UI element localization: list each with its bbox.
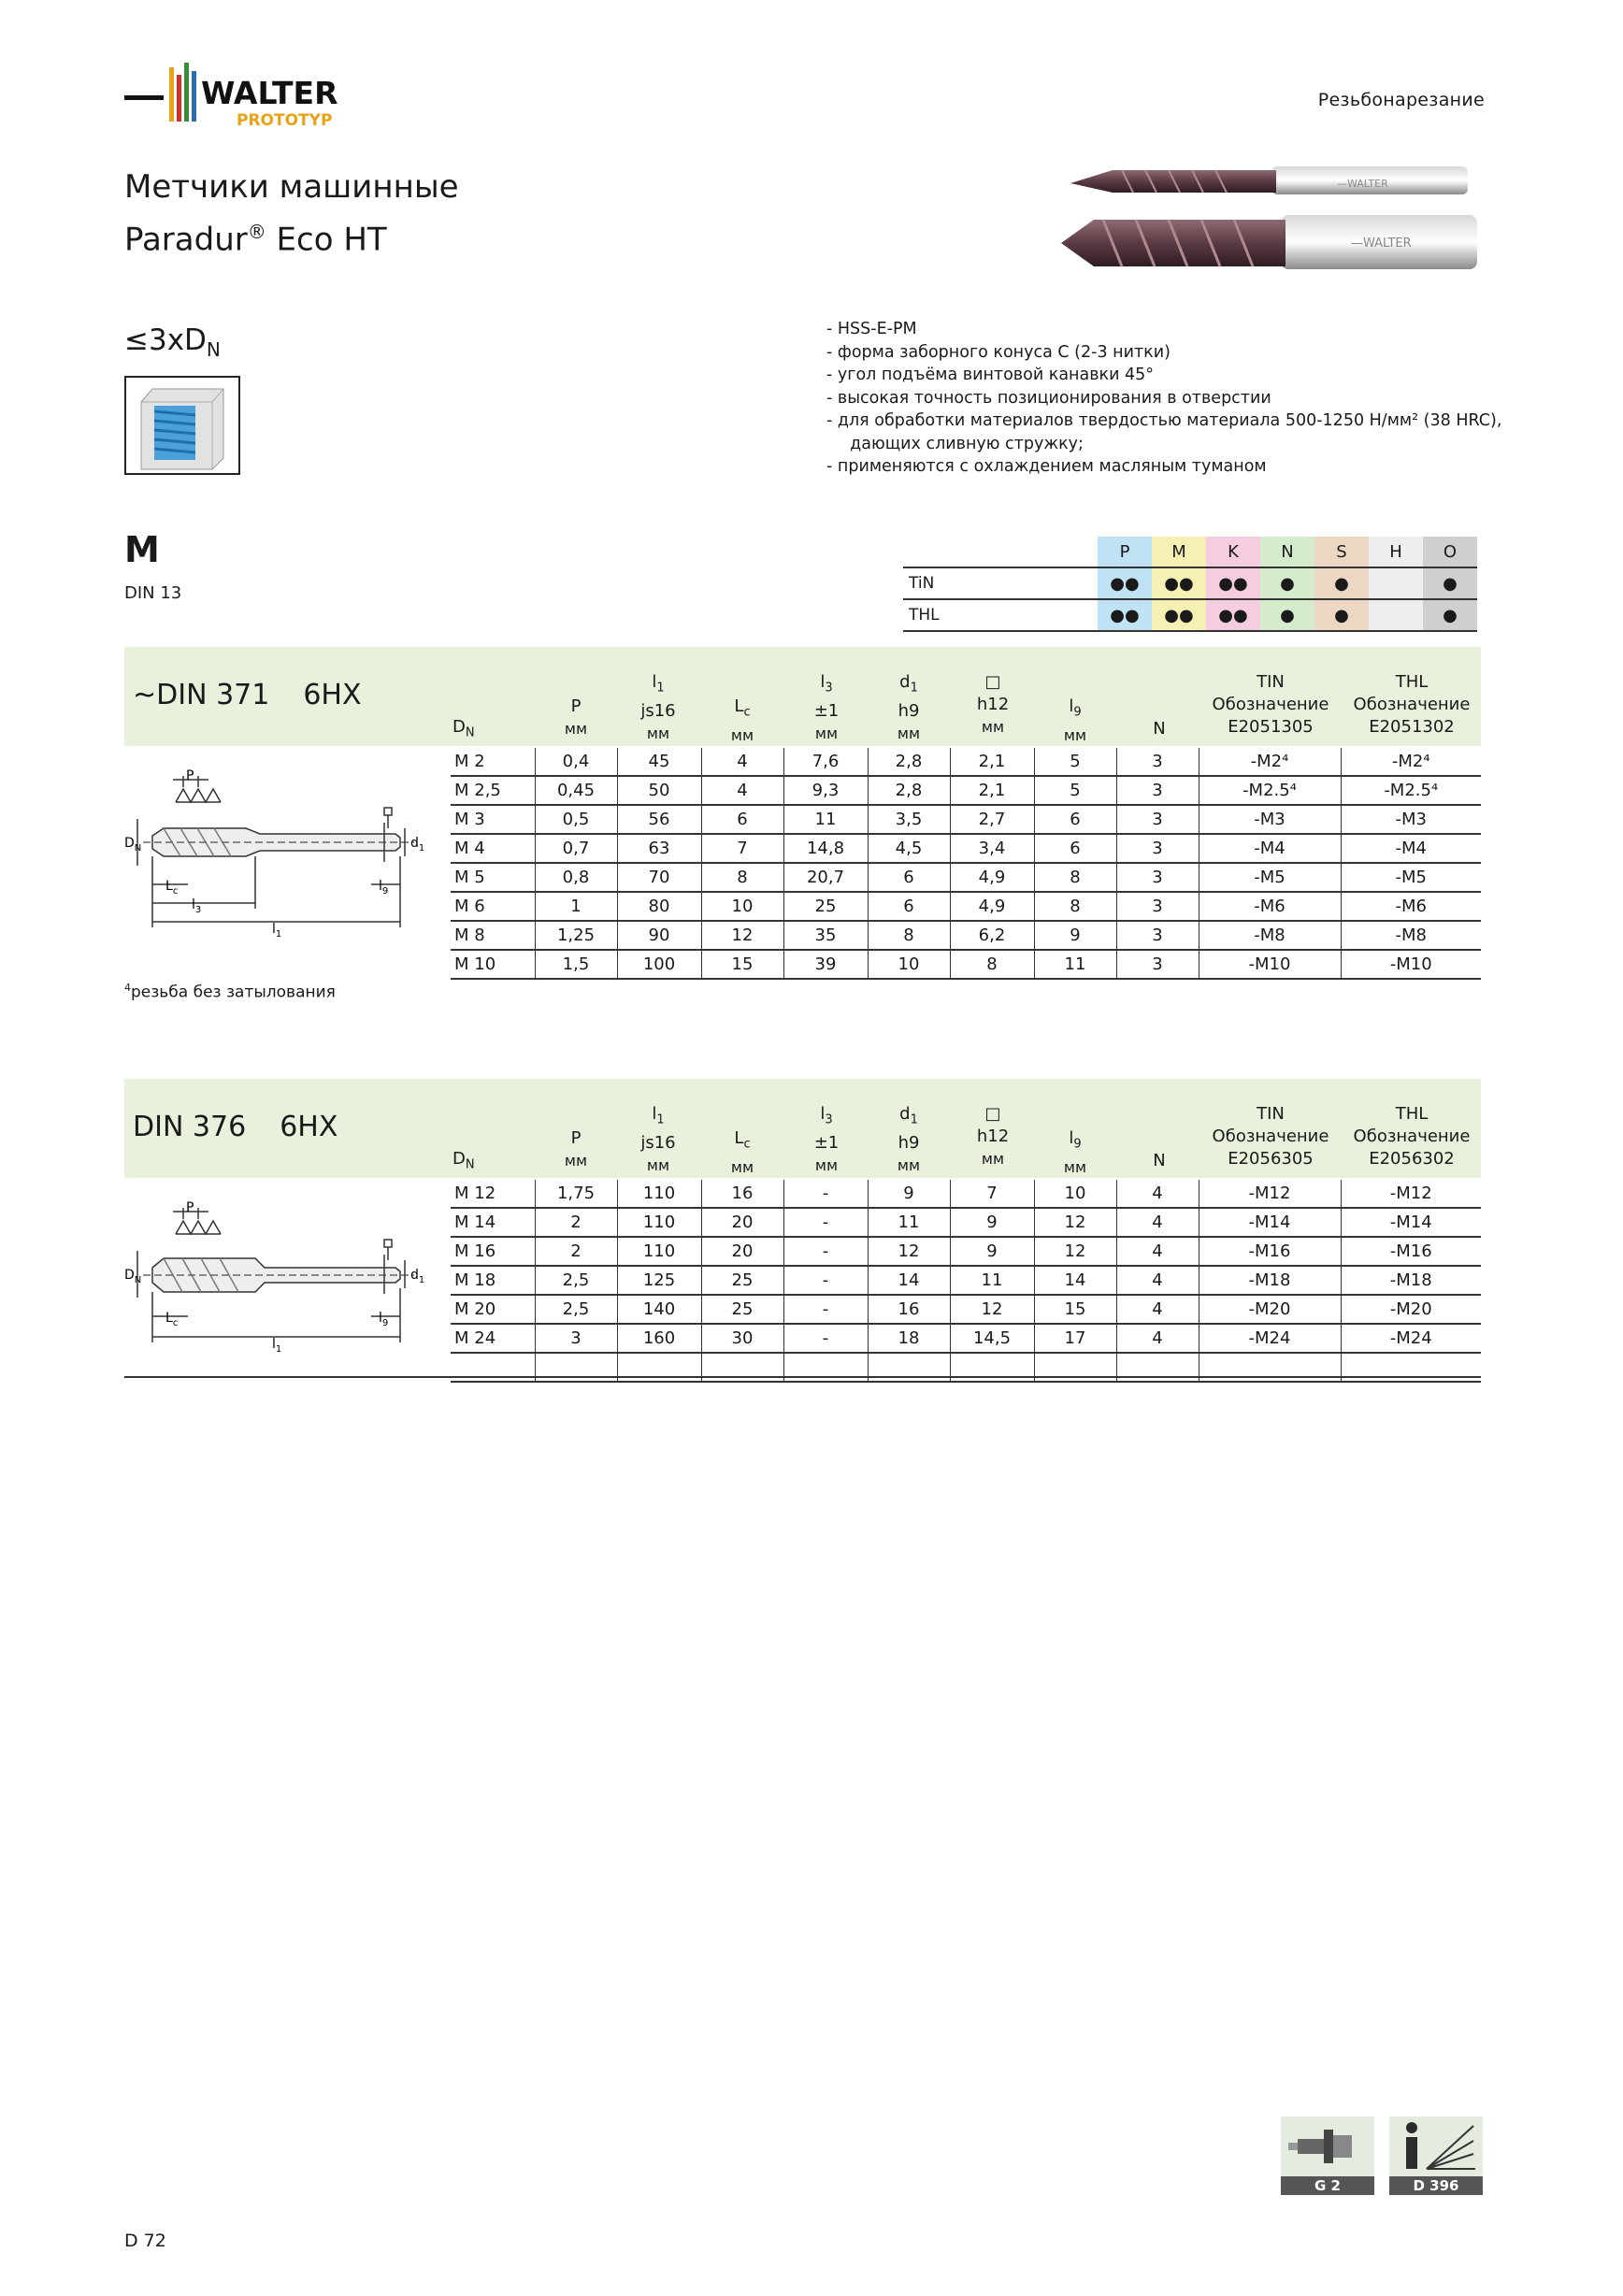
table-row (451, 863, 1481, 892)
svg-text:WALTER: WALTER (201, 75, 338, 111)
table-cell: - (783, 1266, 868, 1295)
table-cell: 100 (617, 950, 701, 979)
table-cell: 11 (783, 805, 868, 834)
table-cell: 6 (1034, 805, 1116, 834)
table-cell: 0,5 (535, 805, 617, 834)
table-cell: -M18 (1341, 1266, 1481, 1295)
table-cell: -M14 (1341, 1208, 1481, 1237)
suitability-mark: ● (1314, 599, 1369, 631)
table-cell: -M20 (1199, 1295, 1341, 1324)
table-cell: 25 (701, 1295, 783, 1324)
table-cell: 30 (701, 1324, 783, 1353)
table-row (451, 1180, 1481, 1208)
table-cell: 12 (1034, 1237, 1116, 1266)
table-cell: 1,5 (535, 950, 617, 979)
feature-item: - угол подъёма винтовой канавки 45° (826, 364, 1501, 387)
table-cell: 7 (950, 1180, 1034, 1208)
table-cell: 0,4 (535, 748, 617, 776)
col-header-l1: $l_1$ js16 мм (640, 672, 676, 742)
table-cell: 10 (1034, 1180, 1116, 1208)
holder-reference-label[interactable]: G 2 (1281, 2176, 1374, 2195)
table-cell: 12 (1034, 1208, 1116, 1237)
suitability-mark: ●● (1098, 599, 1152, 631)
table-cell: 3 (1116, 776, 1199, 805)
table-cell: 6 (1034, 834, 1116, 863)
table-cell: M 2 (451, 748, 535, 776)
table-cell: -M10 (1199, 950, 1341, 979)
col-header-l1: $l_1$ js16 мм (640, 1104, 676, 1174)
table-cell: 110 (617, 1237, 701, 1266)
table-row (451, 776, 1481, 805)
table-row (451, 1295, 1481, 1324)
table-cell: 11 (1034, 950, 1116, 979)
table-cell: 4 (1116, 1295, 1199, 1324)
sketch-label-dn: $D_N$ (124, 1268, 142, 1285)
table-cell: 160 (617, 1324, 701, 1353)
table-cell: M 10 (451, 950, 535, 979)
col-header-thl: THL Обозначение E2051302 (1353, 672, 1471, 737)
table-cell: 5 (1034, 776, 1116, 805)
table-cell: 0,45 (535, 776, 617, 805)
thread-type: M (124, 529, 160, 570)
sketch-label-p: P (186, 1200, 194, 1215)
table-cell: 6 (701, 805, 783, 834)
col-header-thl: THL Обозначение E2056302 (1353, 1104, 1471, 1169)
table-row (451, 834, 1481, 863)
table-cell: 8 (1034, 863, 1116, 892)
table-row (451, 921, 1481, 950)
suitability-mark: ●● (1098, 567, 1152, 599)
table-cell: - (783, 1324, 868, 1353)
table-cell: - (783, 1208, 868, 1237)
table-cell: 1,75 (535, 1180, 617, 1208)
table-cell: M 5 (451, 863, 535, 892)
feature-item: - для обработки материалов твердостью материала 500-1250 Н/мм² (38 HRC), (826, 409, 1501, 433)
table-cell: 3,5 (868, 805, 950, 834)
table-cell: -M12 (1341, 1180, 1481, 1208)
table-cell: M 4 (451, 834, 535, 863)
table-cell: -M12 (1199, 1180, 1341, 1208)
table-cell: 2,1 (950, 776, 1034, 805)
table-cell: 17 (1034, 1324, 1116, 1353)
col-header-l3: $l_3$ ±1 мм (813, 672, 840, 742)
sketch-label-d1: $d_1$ (410, 836, 425, 854)
table-cell: 14 (868, 1266, 950, 1295)
table-cell: 14,5 (950, 1324, 1034, 1353)
table-cell: - (783, 1180, 868, 1208)
table-cell: 4 (1116, 1180, 1199, 1208)
feature-item: - высокая точность позиционирования в отверстии (826, 387, 1501, 410)
table-cell: 4 (701, 748, 783, 776)
table-cell: 4 (1116, 1324, 1199, 1353)
table-cell: 3 (1116, 748, 1199, 776)
page-title: Метчики машинные Paradur® Eco HT (124, 168, 459, 259)
table-cell: 39 (783, 950, 868, 979)
col-header-p: P мм (564, 1128, 588, 1170)
table-cell: -M4 (1341, 834, 1481, 863)
table-cell: 4,9 (950, 863, 1034, 892)
material-group-header: S (1314, 537, 1369, 567)
table-cell: 14,8 (783, 834, 868, 863)
suitability-mark (1369, 567, 1423, 599)
table-row (451, 1266, 1481, 1295)
table-cell: 14 (1034, 1266, 1116, 1295)
feature-item: - HSS-E-PM (826, 318, 1501, 341)
col-header-dn: $D_N$ (452, 717, 475, 740)
table-cell: 3 (1116, 921, 1199, 950)
table-cell: 20 (701, 1208, 783, 1237)
table-cell: 3 (1116, 950, 1199, 979)
table-cell: M 6 (451, 892, 535, 921)
col-header-lc: $L_c$ мм (730, 696, 754, 744)
table-cell: -M8 (1199, 921, 1341, 950)
table-cell: 7 (701, 834, 783, 863)
table-cell: 16 (701, 1180, 783, 1208)
table-cell: 110 (617, 1180, 701, 1208)
sketch-label-l1: $l_1$ (272, 922, 282, 940)
table-row (451, 892, 1481, 921)
info-chart-icon (1389, 2117, 1483, 2176)
table-cell: 2,5 (535, 1295, 617, 1324)
svg-text:PROTOTYP: PROTOTYP (237, 111, 333, 130)
material-group-header: M (1152, 537, 1206, 567)
table-cell: -M2.5⁴ (1199, 776, 1341, 805)
table-cell: 1 (535, 892, 617, 921)
col-header-square: □ h12 мм (976, 672, 1010, 736)
material-group-header: O (1423, 537, 1477, 567)
table2-data (451, 1180, 1481, 1383)
table1-data (451, 748, 1481, 980)
holder-reference-icon[interactable] (1281, 2117, 1374, 2176)
col-header-d1: $d_1$ h9 мм (897, 672, 921, 742)
table-cell: 4 (1116, 1237, 1199, 1266)
table-cell: 0,8 (535, 863, 617, 892)
tool-holder-icon (1281, 2117, 1374, 2176)
table-cell: 56 (617, 805, 701, 834)
table-cell: 4 (1116, 1266, 1199, 1295)
col-header-tin: TIN Обозначение E2051305 (1212, 672, 1329, 737)
table-cell: 10 (868, 950, 950, 979)
table-cell: 6 (868, 863, 950, 892)
col-header-l9: $l_9$ мм (1063, 1128, 1087, 1176)
suitability-mark (1369, 599, 1423, 631)
table-cell: -M10 (1341, 950, 1481, 979)
table-cell: 8 (701, 863, 783, 892)
footnote: $^4$резьба без затылования (124, 982, 336, 1002)
depth-label: $\le 3xD_N$ (124, 323, 221, 362)
col-header-l3: $l_3$ ±1 мм (813, 1104, 840, 1174)
suitability-mark: ● (1260, 599, 1314, 631)
table-cell: -M2⁴ (1341, 748, 1481, 776)
table-cell: 12 (868, 1237, 950, 1266)
table-cell: 9 (950, 1208, 1034, 1237)
table-cell: -M4 (1199, 834, 1341, 863)
col-header-l9: $l_9$ мм (1063, 696, 1087, 744)
sketch-label-p: P (186, 768, 194, 783)
table-cell: -M2⁴ (1199, 748, 1341, 776)
blind-hole-thread-icon (124, 376, 240, 475)
coating-label: TiN (903, 567, 1098, 599)
table-cell: 2 (535, 1237, 617, 1266)
col-header-lc: $L_c$ мм (730, 1128, 754, 1176)
table-cell: M 8 (451, 921, 535, 950)
table-cell: 20 (701, 1237, 783, 1266)
table-cell: 16 (868, 1295, 950, 1324)
material-group-header: H (1369, 537, 1423, 567)
table-cell: 4 (1116, 1208, 1199, 1237)
table-cell: -M20 (1341, 1295, 1481, 1324)
table2-title: DIN 376 6HX (133, 1111, 338, 1143)
table-cell: M 20 (451, 1295, 535, 1324)
walter-prototyp-logo (124, 58, 405, 133)
table-cell: 4,9 (950, 892, 1034, 921)
sketch-label-d1: $d_1$ (410, 1268, 425, 1285)
table-cell: 11 (950, 1266, 1034, 1295)
table-row (451, 748, 1481, 776)
table-cell: -M2.5⁴ (1341, 776, 1481, 805)
material-group-header: K (1206, 537, 1260, 567)
suitability-mark: ● (1314, 567, 1369, 599)
table-cell: 1,25 (535, 921, 617, 950)
col-header-square: □ h12 мм (976, 1104, 1010, 1168)
table-cell: 63 (617, 834, 701, 863)
tap-dimension-sketch-din371 (124, 753, 442, 940)
table-cell: M 16 (451, 1237, 535, 1266)
table-cell: 9 (1034, 921, 1116, 950)
table-cell: 45 (617, 748, 701, 776)
table-cell: 6,2 (950, 921, 1034, 950)
info-reference-label[interactable]: D 396 (1389, 2176, 1483, 2195)
table-cell: 6 (868, 892, 950, 921)
table-cell: -M16 (1341, 1237, 1481, 1266)
table-cell: 2,5 (535, 1266, 617, 1295)
table-cell: -M14 (1199, 1208, 1341, 1237)
table-cell: 20,7 (783, 863, 868, 892)
table-cell: 2,8 (868, 776, 950, 805)
material-group-header: N (1260, 537, 1314, 567)
table-cell: 9,3 (783, 776, 868, 805)
table-cell: -M3 (1341, 805, 1481, 834)
table-cell: 11 (868, 1208, 950, 1237)
table-cell: 8 (1034, 892, 1116, 921)
table-cell: - (783, 1295, 868, 1324)
svg-text:—WALTER: —WALTER (1351, 237, 1412, 251)
col-header-n: N (1153, 719, 1166, 739)
table-cell: 5 (1034, 748, 1116, 776)
suitability-mark: ● (1423, 599, 1477, 631)
table-cell: M 2,5 (451, 776, 535, 805)
table-cell: M 14 (451, 1208, 535, 1237)
sketch-label-lc: $L_c$ (165, 879, 179, 897)
feature-item: - применяются с охлаждением масляным туманом (826, 455, 1501, 479)
table-cell: 10 (701, 892, 783, 921)
sketch-label-lc: $L_c$ (165, 1311, 179, 1328)
tap-dimension-sketch-din376 (124, 1185, 442, 1354)
table-cell: -M24 (1199, 1324, 1341, 1353)
table-cell: 125 (617, 1266, 701, 1295)
table-cell: 2 (535, 1208, 617, 1237)
table-cell: - (783, 1237, 868, 1266)
table-cell: 2,7 (950, 805, 1034, 834)
table-cell: 110 (617, 1208, 701, 1237)
table-cell: 3 (1116, 805, 1199, 834)
table-cell: 3 (535, 1324, 617, 1353)
material-suitability-table (903, 537, 1477, 632)
table-cell: M 12 (451, 1180, 535, 1208)
col-header-p: P мм (564, 696, 588, 738)
section-label: Резьбонарезание (1317, 90, 1485, 110)
table-cell: 50 (617, 776, 701, 805)
suitability-mark: ●● (1152, 599, 1206, 631)
table-cell: 9 (950, 1237, 1034, 1266)
suitability-mark: ●● (1206, 599, 1260, 631)
table2-bottom-rule (124, 1376, 1481, 1378)
table-cell: 12 (950, 1295, 1034, 1324)
table-cell: -M18 (1199, 1266, 1341, 1295)
table-cell: 0,7 (535, 834, 617, 863)
col-header-tin: TIN Обозначение E2056305 (1212, 1104, 1329, 1169)
table-cell: 25 (701, 1266, 783, 1295)
table-cell: M 18 (451, 1266, 535, 1295)
table-cell: -M3 (1199, 805, 1341, 834)
table-cell: 15 (1034, 1295, 1116, 1324)
table-cell: M 3 (451, 805, 535, 834)
table1-title: ~DIN 371 6HX (133, 679, 362, 711)
table-cell: 18 (868, 1324, 950, 1353)
table-cell: -M6 (1199, 892, 1341, 921)
table-cell: 3 (1116, 863, 1199, 892)
table-cell: 4,5 (868, 834, 950, 863)
table-cell: -M6 (1341, 892, 1481, 921)
table-cell: 35 (783, 921, 868, 950)
table-cell: 90 (617, 921, 701, 950)
table-cell: 12 (701, 921, 783, 950)
page-number: D 72 (124, 2231, 166, 2251)
table-cell: 3,4 (950, 834, 1034, 863)
table-cell: 2,8 (868, 748, 950, 776)
sketch-label-dn: $D_N$ (124, 836, 142, 854)
thread-standard: DIN 13 (124, 583, 182, 603)
table-cell: 8 (868, 921, 950, 950)
material-group-header: P (1098, 537, 1152, 567)
table-cell: M 24 (451, 1324, 535, 1353)
suitability-mark: ● (1260, 567, 1314, 599)
table-cell: -M5 (1199, 863, 1341, 892)
table-cell: 70 (617, 863, 701, 892)
table-row (451, 1208, 1481, 1237)
col-header-n: N (1153, 1151, 1166, 1170)
sketch-label-l9: $l_9$ (379, 879, 389, 897)
table-row (451, 805, 1481, 834)
sketch-label-l9: $l_9$ (379, 1311, 389, 1328)
tap-photo (1056, 150, 1487, 290)
svg-text:—WALTER: —WALTER (1337, 178, 1388, 190)
table-row (451, 1324, 1481, 1353)
table-cell: 8 (950, 950, 1034, 979)
sketch-label-l3: $l_3$ (192, 897, 202, 915)
table-cell: 3 (1116, 892, 1199, 921)
table-cell: 2,1 (950, 748, 1034, 776)
table-cell: -M24 (1341, 1324, 1481, 1353)
feature-item: дающих сливную стружку; (850, 434, 1084, 453)
table-row (451, 950, 1481, 979)
table-cell: 3 (1116, 834, 1199, 863)
info-reference-icon[interactable] (1389, 2117, 1483, 2176)
suitability-mark: ●● (1152, 567, 1206, 599)
table-cell: 80 (617, 892, 701, 921)
table-cell: 15 (701, 950, 783, 979)
table-cell: -M5 (1341, 863, 1481, 892)
sketch-label-l1: $l_1$ (272, 1337, 282, 1354)
table-cell: 4 (701, 776, 783, 805)
table-cell: 25 (783, 892, 868, 921)
suitability-mark: ●● (1206, 567, 1260, 599)
suitability-mark: ● (1423, 567, 1477, 599)
table-cell: -M16 (1199, 1237, 1341, 1266)
feature-item: - форма заборного конуса С (2-3 нитки) (826, 341, 1501, 365)
coating-label: THL (903, 599, 1098, 631)
feature-list (826, 318, 1501, 479)
table-cell: -M8 (1341, 921, 1481, 950)
table-cell: 7,6 (783, 748, 868, 776)
table-cell: 140 (617, 1295, 701, 1324)
table-cell: 9 (868, 1180, 950, 1208)
col-header-d1: $d_1$ h9 мм (897, 1104, 921, 1174)
col-header-dn: $D_N$ (452, 1149, 475, 1172)
table-row (451, 1237, 1481, 1266)
